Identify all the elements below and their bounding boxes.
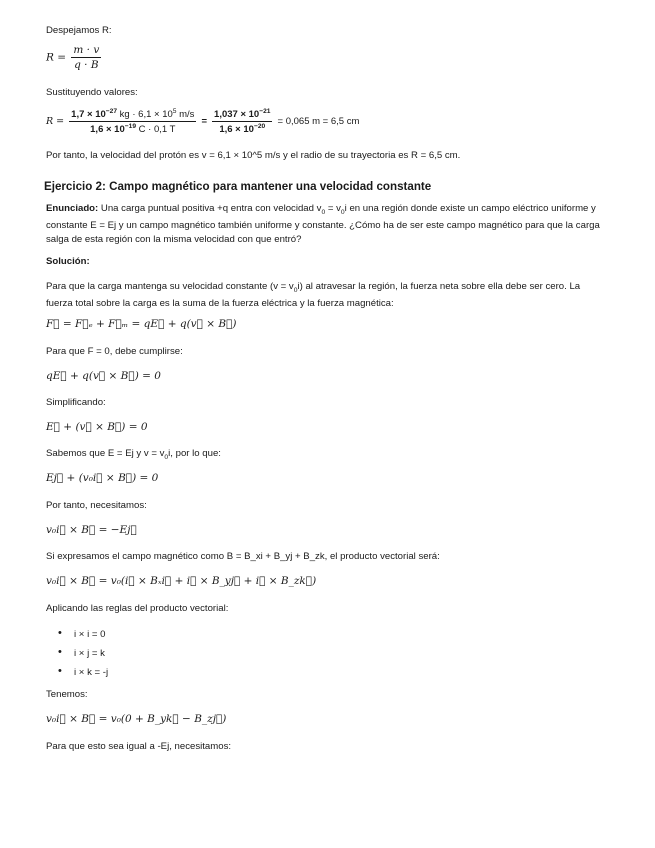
radius-numerator: m · v (73, 44, 100, 56)
cross-product-rules (58, 628, 108, 685)
equation-5: v₀i⃗ × B⃗ = −Ej⃗ (46, 524, 137, 536)
tenemos-text: Tenemos: (46, 689, 88, 700)
equation-4: Ej⃗ + (v₀i⃗ × B⃗) = 0 (46, 472, 159, 484)
sub-fraction-1 (69, 108, 196, 135)
despejamos-text: Despejamos R: (46, 25, 112, 36)
r-equals-2: R = (46, 116, 65, 128)
sub-denominator-2: $1,6 \times 10^{-20}$ (219, 123, 266, 136)
radius-denominator: q · B (74, 59, 99, 71)
para-f0-text: Para que F = 0, debe cumplirse: (46, 346, 183, 357)
solucion-paragraph: Para que la carga mantenga su velocidad constante $(v = v_0i)$ al atravesar la región, la fuerza neta sobre ella debe ser cero. La fuerza total sobre la carga es la suma de la fuerza eléctrica y la fuerza magnética: (46, 281, 581, 310)
rule-item: • i × i = 0 (58, 628, 108, 647)
rule-item: • i × k = -j (58, 666, 108, 685)
substitution-formula: R = $\frac{1,7 \times 10^{-27} kg \cdot 6,1 \times 10^5 m/s}{1,6 \times 10^{-19} C \cdot 0,1 T}$ = $\frac{1,037 \times 10^{-21}}{1,6 \times 10^{-20}}$ = 0,065 m = 6,5 cm (46, 108, 360, 136)
rule-item: • i × j = k (58, 647, 108, 666)
sub-result: = 0,065 m = 6,5 cm (277, 116, 360, 128)
enunciado-paragraph: Enunciado: Una carga puntual positiva +q entra con velocidad $v_0 = v_0i$ en una región donde existe un campo eléctrico uniforme y constante E = Ej y un campo magnético también uniforme y constante. ¿Cómo ha de ser este campo magnético para que la carga salga de esta región con la misma velocidad con que entró? (46, 203, 600, 245)
aplicando-text: Aplicando las reglas del producto vectorial: (46, 603, 229, 614)
r-equals: R = (46, 51, 67, 64)
sabemos-text: Sabemos que E = Ej y $v = v_0i$, por lo que: (46, 448, 221, 461)
equation-6: v₀i⃗ × B⃗ = v₀(i⃗ × Bₓi⃗ + i⃗ × B_yj⃗ + i⃗ × B_zk⃗) (46, 575, 317, 587)
sub-denominator-1: $1,6 \times 10^{-19}$ C · 0,1 T (90, 123, 176, 136)
necesitamos-text: Por tanto, necesitamos: (46, 500, 147, 511)
equation-2: qE⃗ + q(v⃗ × B⃗) = 0 (46, 370, 161, 382)
conclusion-1: Por tanto, la velocidad del protón es v = 6,1 × 10^5 m/s y el radio de su trayectoria es R = 6,5 cm. (46, 150, 461, 161)
equation-7: v₀i⃗ × B⃗ = v₀(0 + B_yk⃗ − B_zj⃗) (46, 713, 227, 725)
si-expresamos-text: Si expresamos el campo magnético como B = B_xi + B_yj + B_zk, el producto vectorial será: (46, 551, 440, 562)
ejercicio-2-heading: Ejercicio 2: Campo magnético para mantener una velocidad constante (44, 180, 432, 193)
simplificando-text: Simplificando: (46, 397, 106, 408)
radius-formula (46, 44, 103, 71)
sustituyendo-text: Sustituyendo valores: (46, 87, 138, 98)
sub-numerator-1: $1,7 \times 10^{-27}$ kg · $6,1 \times 10^5$ m/s (71, 108, 195, 121)
sub-numerator-2: $1,037 \times 10^{-21}$ (214, 108, 271, 121)
radius-fraction (71, 44, 101, 71)
para-igual-text: Para que esto sea igual a -Ej, necesitamos: (46, 741, 232, 752)
equation-3: E⃗ + (v⃗ × B⃗) = 0 (46, 421, 148, 433)
solucion-label: Solución: (46, 256, 90, 267)
enunciado-label: Enunciado: (46, 203, 99, 214)
equation-1: F⃗ = F⃗ₑ + F⃗ₘ = qE⃗ + q(v⃗ × B⃗) (46, 318, 237, 330)
sub-fraction-2 (212, 108, 272, 135)
